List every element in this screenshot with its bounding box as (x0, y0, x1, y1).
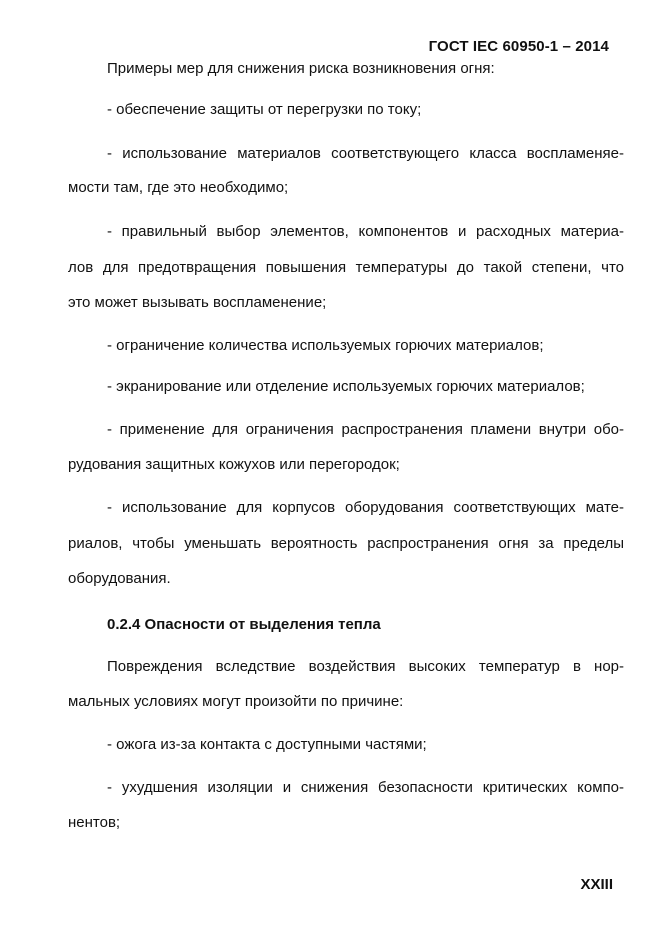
list-item: - ожога из-за контакта с доступными частями; (107, 736, 427, 753)
list-item: - использование для корпусов оборудования соответствующих мате- (107, 499, 624, 516)
paragraph-line: Примеры мер для снижения риска возникновения огня: (107, 60, 495, 77)
list-item-continuation: риалов, чтобы уменьшать вероятность распространения огня за пределы (68, 535, 624, 552)
paragraph-line: мальных условиях могут произойти по причине: (68, 693, 404, 710)
document-code: ГОСТ IEC 60950-1 – 2014 (428, 38, 609, 55)
list-item-continuation: рудования защитных кожухов или перегородок; (68, 456, 400, 473)
list-item: - правильный выбор элементов, компонентов и расходных материа- (107, 223, 624, 240)
list-item-continuation: это может вызывать воспламенение; (68, 294, 327, 311)
list-item: - использование материалов соответствующего класса воспламеняе- (107, 145, 624, 162)
paragraph-line: Повреждения вследствие воздействия высоких температур в нор- (107, 658, 624, 675)
list-item: - применение для ограничения распространения пламени внутри обо- (107, 421, 624, 438)
list-item: - ухудшения изоляции и снижения безопасности критических компо- (107, 779, 624, 796)
list-item: - ограничение количества используемых горючих материалов; (107, 337, 544, 354)
list-item: - экранирование или отделение используемых горючих материалов; (107, 378, 585, 395)
page-number: XXIII (580, 876, 613, 893)
section-heading: 0.2.4 Опасности от выделения тепла (107, 616, 381, 633)
list-item-continuation: оборудования. (68, 570, 171, 587)
list-item-continuation: лов для предотвращения повышения температуры до такой степени, что (68, 259, 624, 276)
list-item-continuation: мости там, где это необходимо; (68, 179, 289, 196)
list-item-continuation: нентов; (68, 814, 121, 831)
list-item: - обеспечение защиты от перегрузки по току; (107, 101, 422, 118)
